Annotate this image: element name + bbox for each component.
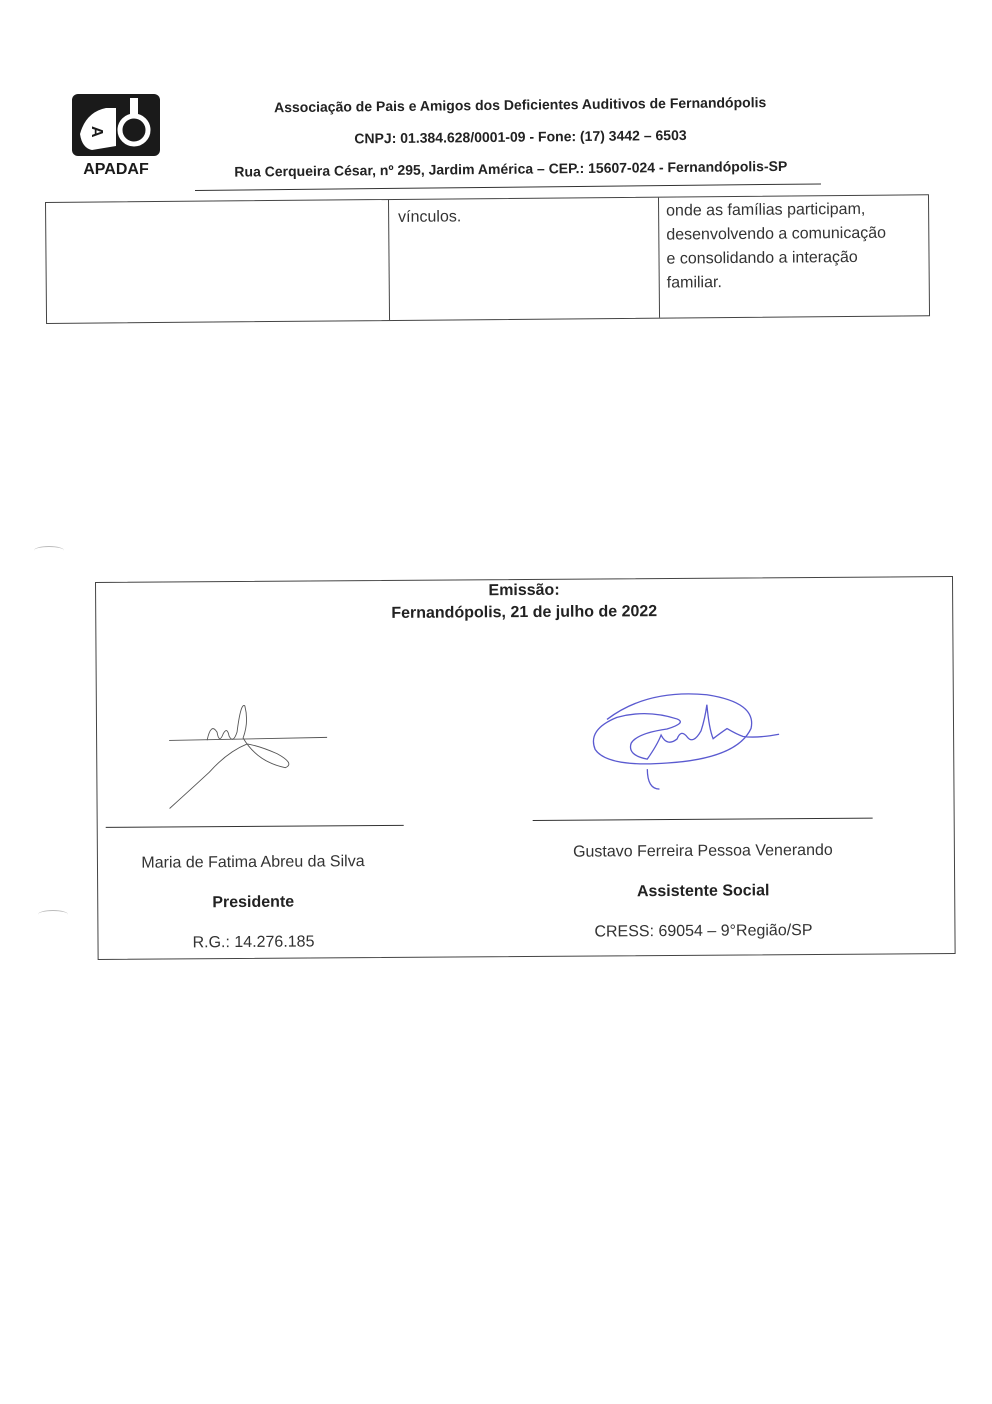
logo-letter: A bbox=[88, 126, 105, 138]
table-cell-3-line: familiar. bbox=[666, 274, 722, 292]
signatory-left-role: Presidente bbox=[212, 893, 295, 912]
emission-place-date: Fernandópolis, 21 de julho de 2022 bbox=[391, 603, 658, 622]
signature-left bbox=[167, 691, 338, 812]
signature-line-right bbox=[533, 818, 873, 821]
emission-label: Emissão: bbox=[488, 581, 560, 600]
table-cell-3-line: e consolidando a interação bbox=[666, 248, 858, 268]
address: Rua Cerqueira César, nº 295, Jardim América – CEP.: 15607-024 - Fernandópolis-SP bbox=[234, 157, 788, 180]
table-cell-3-line: onde as famílias participam, bbox=[666, 200, 866, 220]
table-cell-3-line: desenvolvendo a comunicação bbox=[666, 224, 887, 244]
signatory-right-doc: CRESS: 69054 – 9°Região/SP bbox=[594, 921, 813, 941]
logo-text: APADAF bbox=[83, 161, 149, 178]
table-cell-2: vínculos. bbox=[398, 208, 462, 226]
signatory-right-role: Assistente Social bbox=[636, 882, 770, 901]
apadaf-logo bbox=[72, 94, 162, 178]
column-divider bbox=[388, 200, 390, 320]
signatory-right-name: Gustavo Ferreira Pessoa Venerando bbox=[572, 841, 833, 861]
punch-hole-mark bbox=[34, 546, 64, 555]
signature-line-left bbox=[106, 825, 404, 828]
column-divider bbox=[658, 198, 660, 318]
signatory-left-doc: R.G.: 14.276.185 bbox=[192, 933, 315, 952]
signature-right bbox=[587, 688, 788, 799]
signatory-left-name: Maria de Fatima Abreu da Silva bbox=[141, 853, 365, 872]
cnpj-phone: CNPJ: 01.384.628/0001-09 - Fone: (17) 3442 – 6503 bbox=[354, 126, 687, 147]
table-cell-3 bbox=[666, 197, 927, 295]
emission-box bbox=[95, 576, 956, 960]
activities-table bbox=[45, 194, 930, 324]
org-name: Associação de Pais e Amigos dos Deficientes Auditivos de Fernandópolis bbox=[273, 94, 767, 116]
punch-hole-mark bbox=[38, 910, 68, 919]
